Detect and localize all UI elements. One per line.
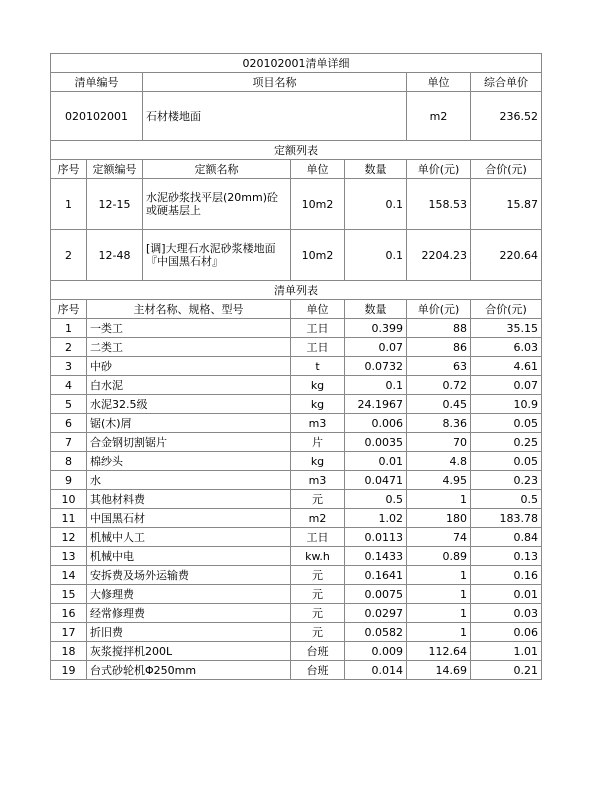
material-name: 中国黑石材 [87,509,291,528]
material-name: 安拆费及场外运输费 [87,566,291,585]
material-row [51,623,542,642]
material-unit: kg [291,452,345,471]
material-row [51,490,542,509]
material-qty: 0.014 [345,661,407,680]
material-total: 0.5 [471,490,542,509]
quota-price: 2204.23 [407,230,471,281]
material-unit: 工日 [291,528,345,547]
material-unit: 元 [291,604,345,623]
material-name: 二类工 [87,338,291,357]
material-row [51,471,542,490]
material-row [51,452,542,471]
material-price: 1 [407,585,471,604]
quota-col-unit: 单位 [291,160,345,179]
material-price: 8.36 [407,414,471,433]
material-total: 183.78 [471,509,542,528]
material-no: 19 [51,661,87,680]
material-name: 中砂 [87,357,291,376]
material-name: 经常修理费 [87,604,291,623]
materials-col-name: 主材名称、规格、型号 [87,300,291,319]
material-qty: 0.0471 [345,471,407,490]
material-row [51,414,542,433]
item-unit: m2 [407,92,471,141]
material-price: 0.89 [407,547,471,566]
material-unit: m2 [291,509,345,528]
materials-col-qty: 数量 [345,300,407,319]
material-total: 0.05 [471,452,542,471]
material-total: 0.07 [471,376,542,395]
material-unit: m3 [291,471,345,490]
title-row [51,54,542,73]
material-row [51,357,542,376]
material-qty: 0.5 [345,490,407,509]
materials-col-no: 序号 [51,300,87,319]
material-total: 0.03 [471,604,542,623]
item-price: 236.52 [471,92,542,141]
header-code: 清单编号 [51,73,143,92]
quota-row [51,179,542,230]
material-price: 0.45 [407,395,471,414]
item-row [51,92,542,141]
material-no: 18 [51,642,87,661]
materials-section-row [51,281,542,300]
material-no: 3 [51,357,87,376]
material-total: 35.15 [471,319,542,338]
material-price: 1 [407,623,471,642]
material-qty: 0.399 [345,319,407,338]
material-name: 其他材料费 [87,490,291,509]
material-row [51,604,542,623]
material-unit: kw.h [291,547,345,566]
material-price: 180 [407,509,471,528]
material-qty: 0.07 [345,338,407,357]
header-unit: 单位 [407,73,471,92]
quota-col-qty: 数量 [345,160,407,179]
material-unit: 元 [291,490,345,509]
quota-row [51,230,542,281]
material-unit: 台班 [291,642,345,661]
material-unit: kg [291,376,345,395]
material-name: 折旧费 [87,623,291,642]
material-name: 大修理费 [87,585,291,604]
material-qty: 0.0732 [345,357,407,376]
material-row [51,585,542,604]
material-qty: 24.1967 [345,395,407,414]
table-title: 020102001清单详细 [51,54,542,73]
material-unit: 元 [291,566,345,585]
material-name: 白水泥 [87,376,291,395]
material-name: 一类工 [87,319,291,338]
material-qty: 0.0075 [345,585,407,604]
material-total: 0.05 [471,414,542,433]
material-no: 9 [51,471,87,490]
quota-total: 220.64 [471,230,542,281]
material-qty: 0.0582 [345,623,407,642]
material-total: 4.61 [471,357,542,376]
material-no: 8 [51,452,87,471]
quota-unit: 10m2 [291,230,345,281]
material-name: 锯(木)屑 [87,414,291,433]
quota-col-no: 序号 [51,160,87,179]
material-name: 水泥32.5级 [87,395,291,414]
material-row [51,433,542,452]
quota-name: 水泥砂浆找平层(20mm)砼或硬基层上 [143,179,291,230]
material-no: 7 [51,433,87,452]
material-price: 1 [407,604,471,623]
material-row [51,509,542,528]
material-qty: 0.01 [345,452,407,471]
material-no: 4 [51,376,87,395]
item-header-row [51,73,542,92]
material-price: 1 [407,566,471,585]
quota-col-name: 定额名称 [143,160,291,179]
quota-col-price: 单价(元) [407,160,471,179]
material-total: 0.06 [471,623,542,642]
material-qty: 0.1641 [345,566,407,585]
header-price: 综合单价 [471,73,542,92]
materials-section-title: 清单列表 [51,281,542,300]
material-name: 机械中电 [87,547,291,566]
material-price: 70 [407,433,471,452]
material-unit: 元 [291,623,345,642]
quota-header-row [51,160,542,179]
quota-col-total: 合价(元) [471,160,542,179]
material-unit: 工日 [291,338,345,357]
material-no: 16 [51,604,87,623]
material-name: 灰浆搅拌机200L [87,642,291,661]
material-unit: kg [291,395,345,414]
material-no: 5 [51,395,87,414]
materials-col-unit: 单位 [291,300,345,319]
quota-code: 12-15 [87,179,143,230]
material-row [51,376,542,395]
material-total: 0.84 [471,528,542,547]
item-code: 020102001 [51,92,143,141]
material-price: 112.64 [407,642,471,661]
material-total: 0.01 [471,585,542,604]
material-price: 0.72 [407,376,471,395]
material-no: 15 [51,585,87,604]
material-qty: 1.02 [345,509,407,528]
materials-col-price: 单价(元) [407,300,471,319]
material-total: 1.01 [471,642,542,661]
material-name: 台式砂轮机Φ250mm [87,661,291,680]
material-row [51,547,542,566]
material-no: 13 [51,547,87,566]
quota-price: 158.53 [407,179,471,230]
quota-col-code: 定额编号 [87,160,143,179]
quota-code: 12-48 [87,230,143,281]
material-total: 0.21 [471,661,542,680]
material-qty: 0.1433 [345,547,407,566]
quota-section-title: 定额列表 [51,141,542,160]
material-total: 10.9 [471,395,542,414]
material-unit: t [291,357,345,376]
material-row [51,319,542,338]
material-no: 14 [51,566,87,585]
material-price: 1 [407,490,471,509]
material-total: 0.13 [471,547,542,566]
quota-no: 1 [51,179,87,230]
material-total: 0.25 [471,433,542,452]
material-unit: m3 [291,414,345,433]
material-row [51,528,542,547]
material-total: 6.03 [471,338,542,357]
quota-section-row [51,141,542,160]
material-unit: 工日 [291,319,345,338]
material-no: 11 [51,509,87,528]
material-unit: 元 [291,585,345,604]
quota-no: 2 [51,230,87,281]
material-qty: 0.0035 [345,433,407,452]
material-total: 0.16 [471,566,542,585]
quota-qty: 0.1 [345,179,407,230]
material-row [51,338,542,357]
material-row [51,395,542,414]
material-row [51,566,542,585]
material-qty: 0.006 [345,414,407,433]
material-unit: 片 [291,433,345,452]
material-no: 17 [51,623,87,642]
material-name: 机械中人工 [87,528,291,547]
materials-header-row [51,300,542,319]
material-name: 合金钢切割锯片 [87,433,291,452]
material-qty: 0.0297 [345,604,407,623]
material-price: 88 [407,319,471,338]
material-price: 74 [407,528,471,547]
material-row [51,661,542,680]
quota-name: [调]大理石水泥砂浆楼地面『中国黑石材』 [143,230,291,281]
material-unit: 台班 [291,661,345,680]
material-no: 6 [51,414,87,433]
quota-unit: 10m2 [291,179,345,230]
material-price: 63 [407,357,471,376]
material-price: 4.95 [407,471,471,490]
material-price: 14.69 [407,661,471,680]
material-name: 棉纱头 [87,452,291,471]
material-no: 1 [51,319,87,338]
material-name: 水 [87,471,291,490]
material-no: 2 [51,338,87,357]
material-price: 86 [407,338,471,357]
material-no: 12 [51,528,87,547]
material-total: 0.23 [471,471,542,490]
material-price: 4.8 [407,452,471,471]
material-qty: 0.1 [345,376,407,395]
bill-detail-table [50,53,542,680]
material-qty: 0.009 [345,642,407,661]
materials-col-total: 合价(元) [471,300,542,319]
material-no: 10 [51,490,87,509]
quota-total: 15.87 [471,179,542,230]
material-qty: 0.0113 [345,528,407,547]
material-row [51,642,542,661]
quota-qty: 0.1 [345,230,407,281]
header-name: 项目名称 [143,73,407,92]
item-name: 石材楼地面 [143,92,407,141]
